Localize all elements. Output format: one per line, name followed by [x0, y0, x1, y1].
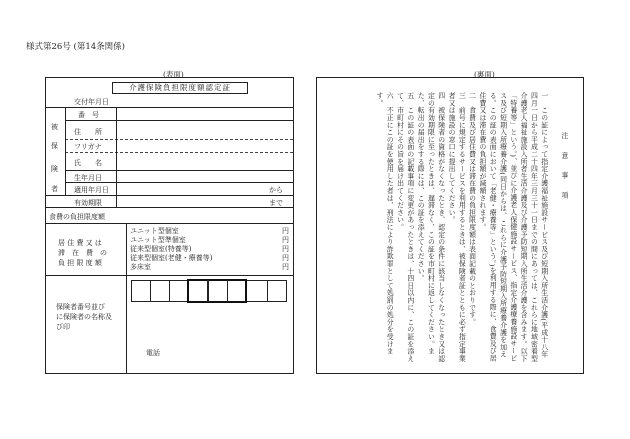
note-item: 四 被保険者の資格がなくなったとき、認定の条件に該当しなくなったとき又は認定の有効期限に至ったときは、遅滞なく、この証を市町村に返してください。また、転出の届出をする際には、この証を添えてください。 — [416, 92, 445, 363]
rule — [46, 195, 293, 196]
box-divider — [207, 280, 209, 302]
insured-char: 険 — [51, 165, 58, 173]
box-divider — [227, 280, 228, 302]
notes-heading: 注 意 事 項 — [560, 132, 568, 202]
phone-label: 電話 — [146, 349, 160, 357]
rule — [65, 152, 293, 153]
back-side-label: (裏面) — [474, 70, 495, 79]
housing-item-label: 多床室 — [130, 263, 151, 271]
food-limit-label: 食費の負担限度額 — [49, 213, 105, 221]
note-item: 五 この証の表面の記載事項に変更があったときは、十四日以内に、この証を添えて、市町村にその旨を届け出てください。 — [395, 92, 414, 363]
back-card — [316, 77, 584, 374]
valid-from-label: 適用年月日 — [74, 186, 109, 194]
rule — [126, 223, 127, 275]
housing-item-unit: 円 — [282, 254, 289, 262]
insured-char: 者 — [51, 185, 58, 193]
address-label: 住 所 — [74, 128, 102, 136]
box-divider — [150, 280, 151, 302]
box-divider — [169, 280, 170, 302]
issue-date-label: 交付年月日 — [74, 98, 109, 106]
card-title: 介護保険負担限度額認定証 — [112, 82, 248, 94]
number-label: 番 号 — [78, 111, 99, 119]
front-card — [45, 77, 294, 374]
rule — [46, 223, 293, 224]
valid-from-suffix: から — [269, 186, 283, 194]
housing-item-label: ユニット型準個室 — [130, 236, 186, 244]
furigana-label: フリガナ — [74, 143, 102, 151]
front-side-label: (表面) — [163, 70, 184, 79]
housing-label-line: 滞 在 費 の — [58, 249, 107, 257]
housing-item-unit: 円 — [282, 227, 289, 235]
note-item: 二 食費及び居住費又は滞在費の負担限度額は表面記載のとおりです。 — [467, 92, 476, 326]
housing-label-line: 負 担 限 度 額 — [58, 259, 102, 267]
rule — [46, 107, 293, 108]
note-item: 六 不正にこの証を使用した者は、刑法により詐欺罪として処罰の処分を受けます。 — [374, 92, 394, 355]
housing-item-label: 従来型個室(特養等) — [130, 245, 192, 253]
housing-item-unit: 円 — [282, 263, 289, 271]
insured-char: 保 — [51, 142, 58, 150]
rule — [116, 107, 117, 207]
insured-char: 被 — [51, 123, 58, 131]
note-item: 一 この証によって指定介護福祉施設サービス及び短期入所生活介護(平成十八年四月一日から平成二十四年三月三十一日までの間にあっては、これらに地域密着型介護老人福祉施設入所者生活介護及び介護予防短期入所生活介護を含みます。以下「特養等」という。)、並びに介護老人保健施設サービス、指定介護療養施設サービス及び短期入所療養介護(同日からは、これらに介護予防短期入所療養介護を加える。この証の表面において「老健・療養等」という。)を利用する際に、食費及び居住費又は滞在費の負担額が減額されます。 — [477, 92, 548, 363]
insurer-label-line: 保険者番号並び — [56, 303, 105, 311]
rule — [65, 170, 293, 171]
insurer-label-line: に保険者の名称及 — [56, 313, 112, 321]
housing-item-label: 従来型個室(老健・療養等) — [130, 254, 213, 262]
box-divider — [267, 280, 268, 302]
expiry-label: 有効期限 — [74, 199, 102, 207]
rule — [65, 120, 293, 121]
name-label: 氏 名 — [74, 159, 102, 167]
rule — [65, 139, 293, 140]
insurer-label-line: び印 — [56, 323, 70, 331]
notes-vertical-text — [374, 92, 569, 364]
housing-item-unit: 円 — [282, 245, 289, 253]
birthdate-label: 生年月日 — [74, 174, 102, 182]
rule — [65, 107, 66, 195]
insurer-number-bold-box — [187, 279, 247, 303]
housing-item-unit: 円 — [282, 236, 289, 244]
form-number: 様式第26号 (第14条関係) — [26, 42, 125, 52]
expiry-suffix: まで — [269, 199, 283, 207]
housing-item-label: ユニット型個室 — [130, 227, 179, 235]
housing-label-line: 居 住 費 又 は — [58, 239, 102, 247]
rule — [46, 275, 293, 276]
rule — [126, 275, 127, 374]
note-item: 三 前号に規定するサービスを利用するときは、被保険者証とともに必ず指定事業者又は施設の窓口に提出してください。 — [447, 92, 466, 363]
